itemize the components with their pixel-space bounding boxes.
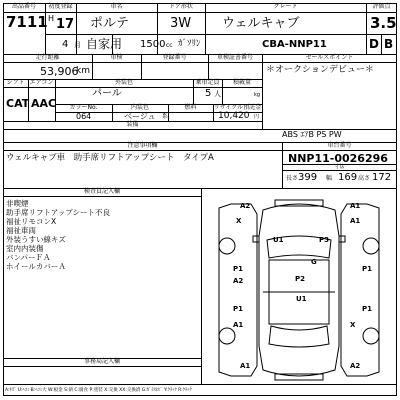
mileage: 53,906 bbox=[40, 65, 79, 78]
sales-point-header: セールスポイント bbox=[305, 54, 354, 61]
usage: 自家用 bbox=[86, 37, 123, 51]
inspector-line: 外装うすい線キズ bbox=[6, 235, 66, 244]
car-damage-diagram bbox=[201, 196, 397, 384]
damage-legend: A:ｷｽﾞ U:ﾍｺﾐ B:ﾍｺﾐ大 W:板金 S:錆 C:腐食 P:塗装 X:交換 XX:交換済 G:ｶﾞﾗｽﾋﾋﾞ Y:ｸﾗｯｸ R:ｸﾗｯｸ bbox=[5, 388, 192, 393]
car-name: ポルテ bbox=[90, 16, 130, 31]
sales-point: ＊オークションデビュー＊ bbox=[266, 65, 374, 75]
lot-header: 出品番号 bbox=[11, 3, 36, 10]
width: 169 bbox=[338, 172, 358, 183]
inspector-line: 福祉車両 bbox=[6, 226, 36, 235]
frame-header: 車台番号 bbox=[327, 142, 352, 149]
damage-mark: A1 bbox=[233, 321, 244, 329]
month: 4 bbox=[62, 39, 69, 50]
grade: ウェルキャブ bbox=[222, 16, 300, 31]
grade-header: グレード bbox=[273, 3, 298, 10]
damage-mark: X bbox=[350, 321, 356, 329]
damage-mark: P3 bbox=[319, 236, 330, 244]
inspector-notes bbox=[6, 199, 110, 271]
width-label: 幅 bbox=[326, 175, 333, 182]
load-unit: kg bbox=[254, 92, 261, 98]
door-header: ドア形状 bbox=[169, 3, 193, 10]
damage-mark: A2 bbox=[233, 277, 244, 285]
damage-mark: P1 bbox=[362, 265, 373, 273]
damage-mark: P2 bbox=[295, 275, 306, 283]
inspector-line: 室内内装傷 bbox=[6, 244, 44, 253]
inspector-line: 助手席リフトアップシート不良 bbox=[6, 208, 110, 217]
shift-header: シフト bbox=[6, 79, 25, 86]
dims-header: 寸法 bbox=[334, 164, 345, 170]
damage-mark: A2 bbox=[240, 202, 251, 210]
mileage-header: 走行距離 bbox=[35, 54, 60, 61]
frame-number: NNP11-0026296 bbox=[288, 152, 388, 165]
damage-mark: A2 bbox=[350, 362, 361, 370]
notes-header: 注意事項欄 bbox=[127, 142, 158, 149]
color-no-header: カラーNo. bbox=[69, 104, 98, 111]
month-unit: 月 bbox=[74, 41, 81, 49]
era: H bbox=[48, 14, 55, 23]
interior-suffix: 系 bbox=[162, 113, 169, 120]
damage-mark: U1 bbox=[273, 236, 284, 244]
fuel: ｶﾞｿﾘﾝ bbox=[178, 39, 201, 49]
office-header: 事務局記入欄 bbox=[83, 358, 120, 365]
height: 172 bbox=[372, 172, 392, 183]
inspection-header: 車検 bbox=[110, 54, 123, 61]
displacement: 1500 bbox=[140, 39, 166, 50]
damage-mark: P1 bbox=[362, 305, 373, 313]
equipment-header: 装備 bbox=[126, 121, 139, 128]
lot-number: 7111 bbox=[6, 13, 48, 31]
color-header: 外装色 bbox=[114, 79, 133, 86]
length: 399 bbox=[298, 172, 318, 183]
shift: CAT bbox=[6, 97, 30, 110]
ac-header: エアコン bbox=[29, 79, 54, 86]
km-unit: km bbox=[76, 66, 90, 76]
inspector-line: ホイールカバーＡ bbox=[6, 262, 66, 271]
cc-unit: cc bbox=[166, 42, 173, 49]
damage-mark: U1 bbox=[296, 295, 307, 303]
cert-header: 車検証書番号 bbox=[216, 54, 253, 61]
score: 3.5 bbox=[370, 14, 397, 32]
exterior-color: パール bbox=[92, 88, 122, 99]
inspector-line: 福祉リモコンX bbox=[6, 217, 57, 226]
inspector-line: バンパーＦＡ bbox=[6, 253, 51, 262]
capacity-header: 乗車定員 bbox=[195, 79, 220, 86]
fuel2-header: 燃料 bbox=[184, 104, 197, 111]
load-header: 積載量 bbox=[232, 79, 251, 86]
damage-mark: G bbox=[311, 258, 317, 266]
interior-score: D bbox=[369, 37, 379, 51]
height-label: 高さ bbox=[358, 175, 371, 182]
recycle-unit: 円 bbox=[254, 114, 260, 120]
first-reg-header: 初度登録 bbox=[48, 3, 73, 10]
damage-mark: P1 bbox=[233, 305, 244, 313]
inspector-header: 検査員記入欄 bbox=[83, 188, 120, 195]
inspector-line: 非喫煙 bbox=[6, 199, 29, 208]
damage-mark: A1 bbox=[350, 217, 361, 225]
recycle-header: リサイクル預託金 bbox=[213, 104, 262, 111]
damage-mark: A1 bbox=[240, 362, 251, 370]
color-number: 064 bbox=[76, 112, 92, 121]
reg-number-header: 登録番号 bbox=[162, 54, 187, 61]
capacity-unit: 人 bbox=[214, 90, 221, 98]
air-conditioner: AAC bbox=[31, 97, 57, 110]
interior-color-header: 内装色 bbox=[130, 104, 149, 111]
damage-mark: X bbox=[236, 217, 242, 225]
equipment: ABS ｴｱB PS PW bbox=[282, 130, 342, 139]
notes-text: ウェルキャブ車 助手席リフトアップシート タイプA bbox=[6, 153, 214, 163]
capacity: 5 bbox=[205, 88, 212, 99]
door-type: 3W bbox=[170, 16, 192, 31]
year: 17 bbox=[56, 17, 75, 32]
model-code: CBA-NNP11 bbox=[262, 39, 327, 50]
damage-mark: P1 bbox=[233, 265, 244, 273]
score-header: 評価点 bbox=[372, 3, 391, 10]
damage-mark: A1 bbox=[350, 202, 361, 210]
exterior-score: B bbox=[384, 37, 394, 51]
car-name-header: 車名 bbox=[110, 3, 123, 10]
recycle-fee: 10,420 bbox=[218, 111, 250, 121]
length-label: 長さ bbox=[286, 175, 299, 182]
interior-color: ベージュ bbox=[124, 112, 156, 121]
